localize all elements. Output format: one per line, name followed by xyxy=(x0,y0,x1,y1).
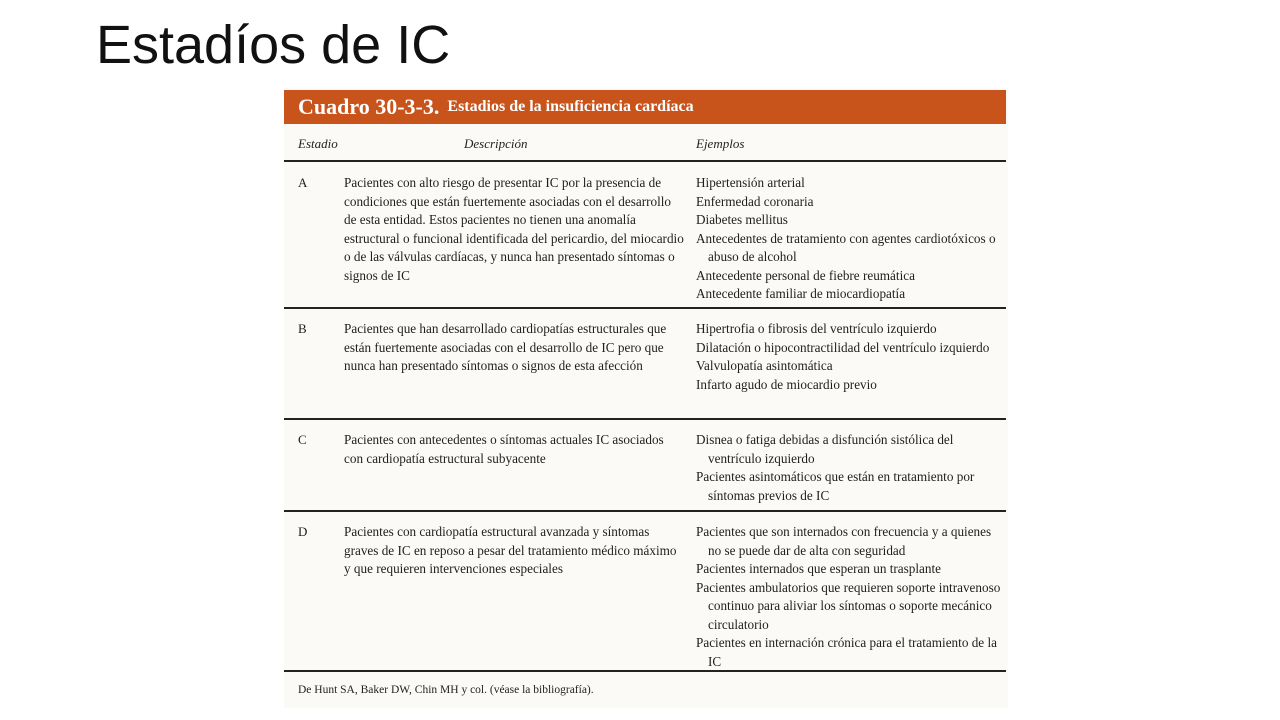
row-a-description: Pacientes con alto riesgo de presentar IC por la presencia de condiciones que están fuertemente asociadas con el desarrollo de esta entidad. Estos pacientes no tienen una anomalía estructural o funcional identificada del pericardio, del miocardio o de las válvulas cardíacas, y nunca han presentado síntomas o signos de IC xyxy=(344,175,684,283)
table-caption-title: Estadios de la insuficiencia cardíaca xyxy=(447,98,694,115)
row-divider xyxy=(284,510,1006,512)
header-rule xyxy=(284,160,1006,162)
table-caption-banner xyxy=(284,90,1006,124)
row-divider xyxy=(284,307,1006,309)
row-c-stage: C xyxy=(298,432,307,447)
example-item: Pacientes ambulatorios que requieren soporte intravenoso continuo para aliviar los síntomas o soporte mecánico circulatorio xyxy=(696,579,1001,632)
example-item: Diabetes mellitus xyxy=(696,212,788,227)
row-d-examples xyxy=(696,523,1002,671)
row-a-examples xyxy=(696,174,1002,304)
example-item: Hipertrofia o fibrosis del ventrículo izquierdo xyxy=(696,321,937,336)
row-b-examples xyxy=(696,320,1002,394)
row-c-description: Pacientes con antecedentes o síntomas actuales IC asociados con cardiopatía estructural subyacente xyxy=(344,432,664,466)
row-a-stage: A xyxy=(298,175,308,190)
example-item: Pacientes asintomáticos que están en tratamiento por síntomas previos de IC xyxy=(696,469,975,503)
example-item: Valvulopatía asintomática xyxy=(696,358,833,373)
row-d-description: Pacientes con cardiopatía estructural avanzada y síntomas graves de IC en reposo a pesar del tratamiento médico máximo y que requieren intervenciones especiales xyxy=(344,524,677,576)
table-caption-number: Cuadro 30-3-3. xyxy=(298,94,440,119)
example-item: Pacientes en internación crónica para el tratamiento de la IC xyxy=(696,635,997,669)
example-item: Antecedente personal de fiebre reumática xyxy=(696,267,915,283)
example-item: Pacientes que son internados con frecuencia y a quienes no se puede dar de alta con seguridad xyxy=(696,524,992,558)
row-c-examples xyxy=(696,431,1002,505)
example-item: Pacientes internados que esperan un trasplante xyxy=(696,561,941,576)
table-footnote: De Hunt SA, Baker DW, Chin MH y col. (véase la bibliografía). xyxy=(298,684,594,696)
column-header-description: Descripción xyxy=(464,136,528,151)
example-item: Infarto agudo de miocardio previo xyxy=(696,376,877,392)
slide-title: Estadíos de IC xyxy=(96,15,451,75)
example-item: Enfermedad coronaria xyxy=(696,193,814,209)
row-d-stage: D xyxy=(298,524,308,539)
scanned-table-image xyxy=(284,88,1008,708)
example-item: Antecedente familiar de miocardiopatía xyxy=(696,286,906,301)
column-header-stage: Estadio xyxy=(298,136,338,151)
table-bottom-rule xyxy=(284,670,1006,672)
example-item: Hipertensión arterial xyxy=(696,175,805,190)
row-b-description: Pacientes que han desarrollado cardiopatías estructurales que están fuertemente asociadas con el desarrollo de IC pero que nunca han presentado síntomas o signos de esta afección xyxy=(344,321,667,373)
column-header-examples: Ejemplos xyxy=(696,136,745,151)
example-item: Antecedentes de tratamiento con agentes cardiotóxicos o abuso de alcohol xyxy=(696,230,996,264)
example-item: Dilatación o hipocontractilidad del ventrículo izquierdo xyxy=(696,339,990,355)
example-item: Disnea o fatiga debidas a disfunción sistólica del ventrículo izquierdo xyxy=(696,432,954,466)
row-divider xyxy=(284,418,1006,420)
row-b-stage: B xyxy=(298,321,307,336)
